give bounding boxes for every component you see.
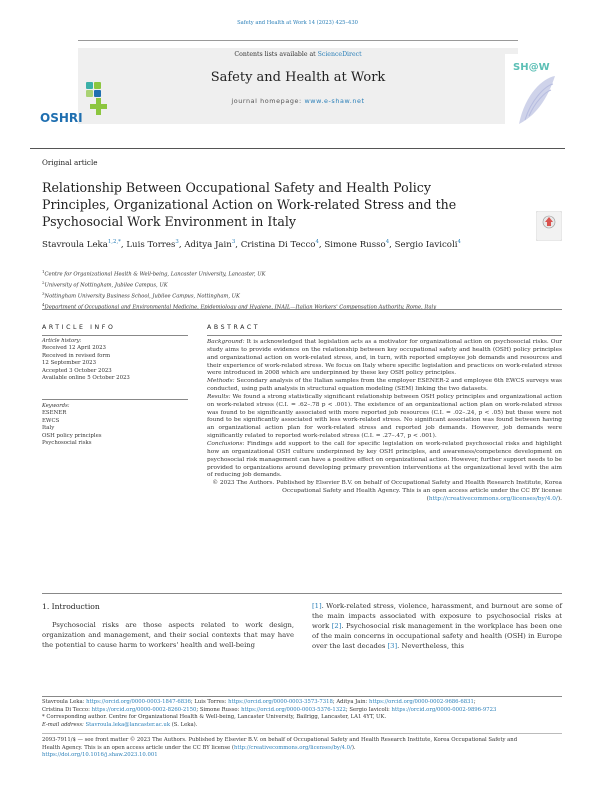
keywords-label: Keywords:	[42, 403, 70, 409]
abstract-copyright: © 2023 The Authors. Published by Elsevier B.V. on behalf of Occupational Safety and Health Research Institute, Korea Occupational Safety and Health Agency. This is an open access article under the CC BY license (http://creativecommons.org/licenses/by/4.0/).	[212, 480, 562, 502]
abstract-heading: ABSTRACT	[207, 324, 261, 331]
orcid-link[interactable]: https://orcid.org/0000-0002-9896-9723	[391, 706, 497, 713]
introduction-left-column: Psychosocial risks are those aspects related to work design, organization and management, and their social contexts that may have the potential to cause harm to workers' health and well-being	[42, 621, 294, 649]
orcid-link[interactable]: https://orcid.org/0000-0003-5376-1322	[241, 706, 346, 713]
article-title: Relationship Between Occupational Safety and Health Policy Principles, Organizational Action on Work-related Stress and the Psychosocial Work Environment in Italy	[42, 180, 457, 229]
history-item: Accepted 3 October 2023	[42, 367, 112, 374]
copyright-footer	[42, 737, 562, 760]
citation-link[interactable]: [1]	[312, 602, 322, 610]
check-updates-icon	[536, 211, 562, 241]
body-divider	[42, 593, 562, 594]
citation-link[interactable]: [2]	[331, 622, 342, 630]
affiliation: $^4$Department of Occupational and Environmental Medicine, Epidemiology and Hygiene, INAIL—Italian Workers' Compensation Authority, Rome, Italy	[42, 301, 437, 311]
affiliation: $^2$University of Nottingham, Jubilee Campus, UK	[42, 279, 168, 289]
orcid-line: Stavroula Leka: https://orcid.org/0000-0003-1847-6836; Luis Torres: https://orcid.org/0000-0003-3573-7318; Aditya Jain: https://orcid.org/0000-0002-9686-6831;	[42, 699, 476, 705]
logo-text: OSHRI	[40, 111, 83, 125]
article-type: Original article	[42, 158, 98, 167]
article-info-heading: ARTICLE INFO	[42, 324, 116, 331]
introduction-heading: 1. Introduction	[42, 602, 100, 611]
history-item: Available online 5 October 2023	[42, 375, 130, 382]
oshri-logo	[38, 78, 110, 130]
contents-prefix: Contents lists available at	[234, 51, 316, 58]
orcid-link[interactable]: https://orcid.org/0000-0002-9686-6831	[369, 699, 474, 705]
journal-cover-image	[505, 54, 561, 138]
header-bottom-rule	[30, 148, 565, 149]
abstract-background: Background: It is acknowledged that legislation acts as a motivator for organizational action on psychosocial risks. Our study aims to provide evidence on the relationship between key occupational safety and health (OSH) policy principles and organizational action on work-related stress, and, in turn, with reported employee job demands and resources and their experience of work-related stress. We focus on Italy where specific legislation and practices on work-related stress were introduced in 2008 which are underpinned by these key OSH policy principles.	[207, 339, 562, 377]
header-divider	[78, 40, 518, 41]
header-band	[78, 48, 518, 124]
keyword: Italy	[42, 425, 55, 432]
oshri-logo-icon	[38, 78, 110, 130]
email-link[interactable]: Stavroula.leka@lancaster.ac.uk	[85, 721, 171, 728]
keyword: EWCS	[42, 417, 60, 424]
orcid-link[interactable]: https://orcid.org/0000-0003-3573-7318	[228, 699, 333, 705]
author[interactable]: Simone Russo$^4$	[324, 239, 390, 250]
section-divider	[42, 309, 562, 310]
check-for-updates-button[interactable]	[536, 211, 562, 241]
abstract-divider	[207, 335, 562, 336]
affiliations	[42, 268, 562, 312]
orcid-line: Cristina Di Tecco: https://orcid.org/0000-0002-8260-2150; Simone Russo: https://orcid.org/0000-0003-5376-1322; Sergio Iavicoli: https://orcid.org/0000-0002-9896-9723	[42, 706, 497, 713]
author[interactable]: Aditya Jain$^3$	[184, 239, 236, 250]
license-link[interactable]: http://creativecommons.org/licenses/by/4.0/	[233, 744, 352, 751]
contents-line	[78, 51, 518, 58]
abstract-results: Results: We found a strong statistically significant relationship between OSH policy principles and organizational action on work-related stress (C.I. = .62–.78 p < .001). The existence of an organizational action plan on work-related stress was found to be significantly associated with more reported job resources (C.I. = .02–.24, p < .05) but these were not found to be significantly associated with less work-related stress. No significant association was found between having an organizational action plan for work-related stress and reported job demands. However, job demands were significantly related to reported work-related stress (C.I. = .27–.47, p < .001).	[207, 393, 562, 440]
homepage-line	[78, 97, 518, 105]
copyright-divider	[42, 733, 562, 734]
email-line: E-mail address: Stavroula.leka@lancaster.ac.uk (S. Leka).	[42, 721, 198, 728]
affiliation: $^3$Nottingham University Business School, Jubilee Campus, Nottingham, UK	[42, 290, 240, 300]
orcid-link[interactable]: https://orcid.org/0000-0003-1847-6836	[86, 699, 191, 705]
abstract-body	[207, 339, 562, 504]
author[interactable]: Sergio Iavicoli$^4$	[394, 239, 461, 250]
footnote-divider	[42, 696, 562, 697]
orcid-footnotes	[42, 699, 562, 729]
keywords-divider	[42, 399, 188, 400]
author[interactable]: Luis Torres$^3$	[126, 239, 179, 250]
keywords-list	[42, 410, 188, 448]
article-info-divider	[42, 335, 188, 336]
copyright-line: 2093-7911/$ — see front matter © 2023 The Authors. Published by Elsevier B.V. on behalf of Occupational Safety and Health Research Institute, Korea Occupational Safety and	[42, 737, 518, 743]
copyright-line: Health Agency. This is an open access article under the CC BY license (http://creativecommons.org/licenses/by/4.0/).	[42, 744, 356, 751]
history-item: Received in revised form	[42, 352, 111, 359]
author[interactable]: Stavroula Leka$^{1,2,*}$	[42, 239, 121, 250]
author[interactable]: Cristina Di Tecco$^4$	[240, 239, 319, 250]
orcid-link[interactable]: https://orcid.org/0000-0002-8260-2150	[91, 706, 197, 713]
journal-reference[interactable]: Safety and Health at Work 14 (2023) 425–430	[237, 20, 358, 26]
journal-title: Safety and Health at Work	[210, 70, 386, 85]
sciencedirect-link[interactable]: ScienceDirect	[317, 51, 362, 58]
history-list	[42, 345, 188, 383]
abstract-methods: Methods: Secondary analysis of the Italian samples from the employer ESENER-2 and employee 6th EWCS surveys was conducted, using path analysis in structural equation modeling (SEM) linking the two datasets.	[207, 378, 562, 393]
license-link[interactable]: http://creativecommons.org/licenses/by/4.0/	[428, 495, 558, 502]
introduction-right-column: [1]. Work-related stress, violence, harassment, and burnout are some of the main impacts associated with exposure to psychosocial risks at work [2]. Psychosocial risk management in the workplace has been one of the main concerns in occupational safety and health (OSH) in Europe over the last decades [3]. Nevertheless, this	[312, 602, 562, 650]
keyword: Psychosocial risks	[42, 440, 92, 447]
abstract-conclusions: Conclusions: Findings add support to the call for specific legislation on work-related psychosocial risks and highlight how an organizational OSH culture underpinned by key OSH principles, and awareness/competence development on psychosocial risk management can have a positive effect on organizational action. However, further support needs to be provided to organizations around developing primary prevention interventions at the organizational level with the aim of reducing job demands.	[207, 440, 562, 479]
doi-link[interactable]: https://doi.org/10.1016/j.shaw.2023.10.001	[42, 752, 158, 759]
corresponding-author: * Corresponding author. Centre for Organizational Health & Well-being, Lancaster University, Bailrigg, Lancaster, LA1 4YT, UK.	[42, 714, 387, 721]
citation-link[interactable]: [3]	[387, 642, 398, 650]
journal-cover[interactable]	[505, 54, 561, 138]
keyword: ESENER	[42, 410, 67, 416]
author-list: Stavroula Leka$^{1,2,*}$, Luis Torres$^3$, Aditya Jain$^3$, Cristina Di Tecco$^4$, Simone Russo$^4$, Sergio Iavicoli$^4$	[42, 239, 461, 250]
keyword: OSH policy principles	[42, 432, 102, 439]
cover-text: SH@W	[513, 62, 550, 73]
history-item: Received 12 April 2023	[42, 345, 106, 351]
affiliation: $^1$Centre for Organizational Health & Well-being, Lancaster University, Lancaster, UK	[42, 269, 266, 278]
homepage-prefix: journal homepage:	[231, 97, 302, 105]
history-label: Article history:	[42, 338, 82, 344]
history-item: 12 September 2023	[42, 360, 97, 367]
homepage-link[interactable]: www.e-shaw.net	[304, 97, 365, 105]
journal-header	[30, 40, 565, 130]
